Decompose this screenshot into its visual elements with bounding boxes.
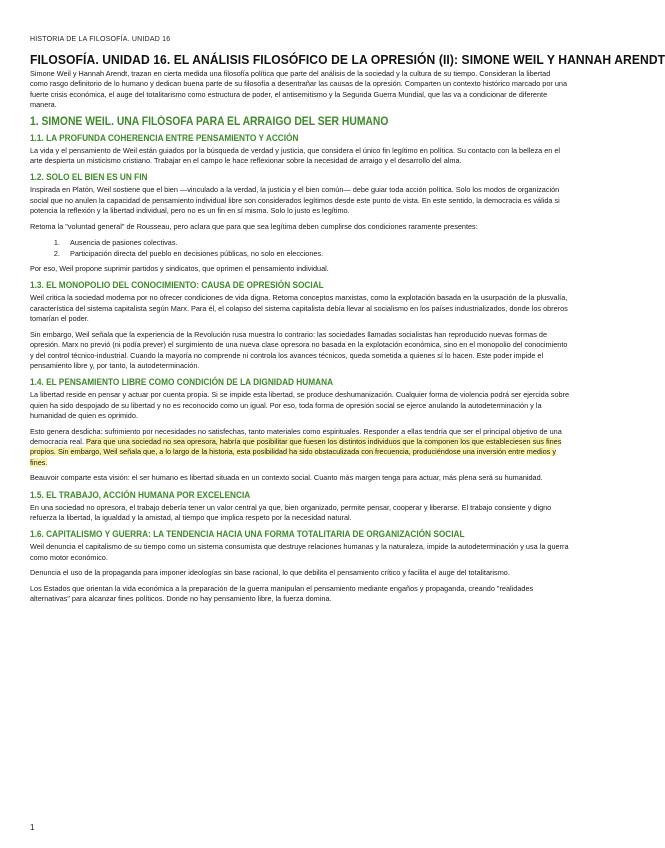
paragraph: La vida y el pensamiento de Weil están guiados por la búsqueda de verdad y justicia, que considera el único fin legítimo en política. Su contacto con la belleza en el arte despierta un misticismo cristiano. Trabajar en el campo le hace reflexionar sobre la necesidad de arraigo y el desarrollo del alma. (30, 145, 561, 166)
paragraph: Beauvoir comparte esta visión: el ser humano es libertad situada en un contexto social. Cuanto más margen tenga para actuar, más plena será su humanidad. (30, 473, 543, 483)
list-item: 1. Ausencia de pasiones colectivas. (62, 237, 570, 248)
paragraph: Weil critica la sociedad moderna por no ofrecer condiciones de vida digna. Retoma conceptos marxistas, como la explotación basada en la usurpación de la plusvalía, característica del sistema capitalista según Marx. Para él, el colapso del sistema capitalista debía llevar al socialismo en los países industrializados, donde los obreros tomarían el poder. (30, 293, 568, 324)
list-item: 2. Participación directa del pueblo en decisiones públicas, no solo en elecciones. (62, 248, 570, 259)
paragraph: Sin embargo, Weil señala que la experiencia de la Revolución rusa muestra lo contrario: las sociedades llamadas socialistas han reproducido nuevas formas de opresión. Marx no previó (ni podía prever) el surgimiento de una nueva clase opresora no basada en la explotación económica, sino en el monopolio del conocimiento y del control técnico-industrial. Cuando la mayoría no comprende ni controla los avances técnicos, queda sometida a quienes sí lo hacen. Este poder impide el pensamiento libre y, por tanto, la autodeterminación. (30, 329, 568, 370)
conditions-list (30, 237, 570, 259)
paragraph-text: Esto genera desdicha: sufrimiento por necesidades no satisfechas, tanto materiales como espirituales. Responder a ellas tendría que ser el principal objetivo de una democracia real. (30, 426, 562, 446)
intro-paragraph: Simone Weil y Hannah Arendt, trazan en cierta medida una filosofía política que parte del análisis de la sociedad y la cultura de su tiempo. Consideran la libertad como rasgo definitorio de lo humano y dedican buena parte de su filosofía a desentrañar las causas de la opresión. Comparten un contexto histórico marcado por una fuerte crisis económica, el auge del totalitarismo como estructura de poder, el antisemitismo y la Segunda Guerra Mundial, que las va a condicionar de diferente manera. (30, 69, 568, 110)
paragraph: Inspirada en Platón, Weil sostiene que el bien —vinculado a la verdad, la justicia y el bien común— debe guiar toda acción política. Solo los modos de organización social que no anulen la capacidad de pensamiento individual libre son considerados legítimos desde este punto de vista. En este sentido, la democracia es válida si potencia la reflexión y la libertad individual, pero no es un fin en sí misma. Solo lo justo es legítimo. (30, 185, 560, 216)
section-1-2-heading: 1.2. SOLO EL BIEN ES UN FIN (30, 172, 148, 183)
section-1-4-heading: 1.4. EL PENSAMIENTO LIBRE COMO CONDICIÓN DE LA DIGNIDAD HUMANA (30, 377, 334, 388)
section-1-1-heading: 1.1. LA PROFUNDA COHERENCIA ENTRE PENSAMIENTO Y ACCIÓN (30, 132, 299, 143)
document-title: FILOSOFÍA. UNIDAD 16. EL ANÁLISIS FILOSÓFICO DE LA OPRESIÓN (II): SIMONE WEIL Y HANNAH ARENDT (30, 52, 665, 67)
paragraph: Denuncia el uso de la propaganda para imponer ideologías sin base racional, lo que debilita el pensamiento crítico y facilita el auge del totalitarismo. (30, 568, 510, 578)
section-1-5-heading: 1.5. EL TRABAJO, ACCIÓN HUMANA POR EXCELENCIA (30, 489, 251, 500)
paragraph (30, 427, 570, 469)
paragraph: En una sociedad no opresora, el trabajo debería tener un valor central ya que, bien organizado, permite pensar, cooperar y liberarse. El trabajo consiente y digno refuerza la libertad, la igualdad y la amistad, al tiempo que implica respeto por la necesidad natural. (30, 502, 552, 522)
paragraph: Weil denuncia el capitalismo de su tiempo como un sistema consumista que destruye relaciones humanas y la naturaleza, impide la autodeterminación y usa la guerra como motor económico. (30, 542, 569, 562)
page-number: 1 (30, 823, 35, 832)
paragraph: Por eso, Weil propone suprimir partidos y sindicatos, que oprimen el pensamiento individual. (30, 264, 329, 274)
section-1-heading: 1. SIMONE WEIL. UNA FILÓSOFA PARA EL ARRAIGO DEL SER HUMANO (30, 115, 389, 128)
highlighted-text: Para que una sociedad no sea opresora, habría que posibilitar que fuesen los distintos individuos que la componen los que estableciesen sus fines propios. Sin embargo, Weil señala que, a lo largo de la historia, esta posibilidad ha sido obstaculizada con frecuencia, produciéndose una inversión entre medios y fines. (30, 436, 562, 467)
running-header: HISTORIA DE LA FILOSOFÍA. UNIDAD 16 (30, 36, 171, 43)
paragraph: La libertad reside en pensar y actuar por cuenta propia. Si se impide esta libertad, se produce deshumanización. Cualquier forma de violencia podrá ser ejercida sobre quien ha sido despojado de su libertad y no es reconocido como un igual. Por eso, toda forma de opresión social se ejerce anulando la autodeterminación y la humanidad de quien es oprimido. (30, 390, 570, 421)
paragraph: Retoma la "voluntad general" de Rousseau, pero aclara que para que sea legítima deben cumplirse dos condiciones raramente presentes: (30, 221, 478, 231)
section-1-3-heading: 1.3. EL MONOPOLIO DEL CONOCIMIENTO: CAUSA DE OPRESIÓN SOCIAL (30, 280, 324, 291)
paragraph: Los Estados que orientan la vida económica a la preparación de la guerra manipulan el pensamiento mediante engaños y propaganda, creando "realidades alternativas" para alcanzar fines políticos. Donde no hay pensamiento libre, la fuerza domina. (30, 583, 534, 603)
section-1-6-heading: 1.6. CAPITALISMO Y GUERRA: LA TENDENCIA HACIA UNA FORMA TOTALITARIA DE ORGANIZACIÓN SOCIAL (30, 529, 465, 540)
